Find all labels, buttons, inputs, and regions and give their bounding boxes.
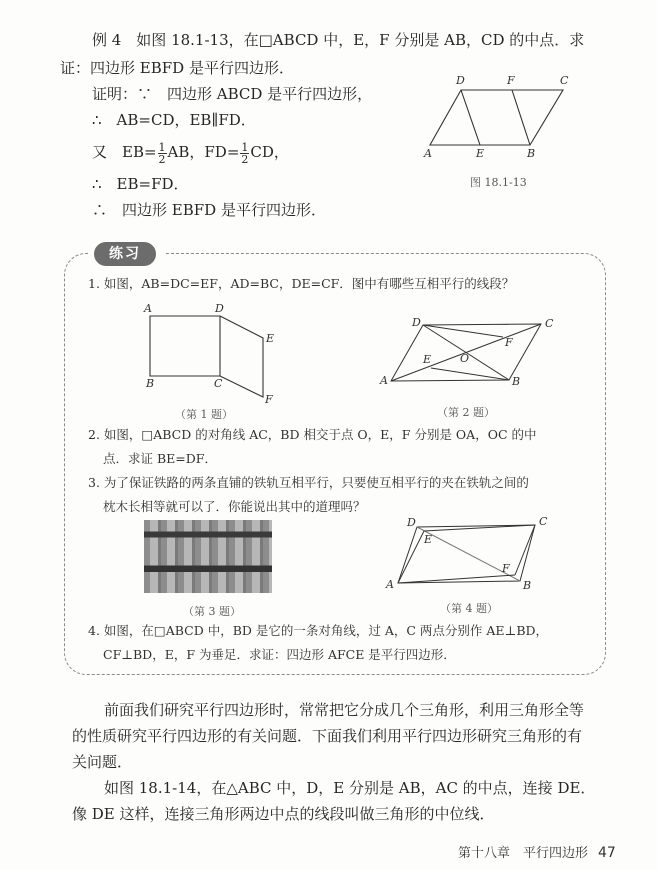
fig1-label-c: C [214,377,223,390]
fig2-caption: （第 2 题） [437,406,495,419]
body-para1-line2: 的性质研究平行四边形的有关问题．下面我们利用平行四边形研究三角形的有 [72,727,583,745]
fig1-label-d: D [215,302,224,315]
exercise-q2-line1: 2. 如图，□ABCD 的对角线 AC，BD 相交于点 O，E，F 分别是 OA，OC 的中 [88,427,537,442]
exercise-q4-line1: 4. 如图，在□ABCD 中，BD 是它的一条对角线，过 A，C 两点分别作 AE⊥BD， [88,623,549,638]
fig2-label-d: D [412,316,421,329]
exercise-q2-line2: 点．求证 BE=DF． [103,451,217,466]
fraction-numerator: 1 [241,140,249,154]
fraction-denominator: 2 [158,152,166,166]
proof-line-3-suffix: CD， [250,143,289,161]
fraction-numerator: 1 [158,140,166,154]
fig1-caption: （第 1 题） [175,408,233,421]
fig1-label-b: B [146,377,155,390]
fig1-label-f: F [265,393,273,406]
exercise-q3-line1: 3. 为了保证铁路的两条直铺的铁轨互相平行，只要使互相平行的夹在铁轨之间的 [88,475,529,490]
fig4-label-d: D [407,516,416,529]
fig4-label-c: C [539,515,548,528]
fig13-label-a: A [424,147,432,160]
exercise-q3-line2: 枕木长相等就可以了．你能说出其中的道理吗？ [103,499,366,514]
proof-line-2: ∴ AB=CD，EB∥FD． [92,111,256,129]
example-4-statement-cont: 证：四边形 EBFD 是平行四边形． [60,59,294,77]
proof-line-4: ∴ EB=FD． [92,175,189,193]
body-para2-line1: 如图 18.1-14，在△ABC 中，D，E 分别是 AB，AC 的中点，连接 DE． [104,779,596,797]
exercise-q4-line2: CF⊥BD，E，F 为垂足．求证：四边形 AFCE 是平行四边形． [103,647,456,662]
chapter-title: 第十八章 平行四边形 [458,846,589,861]
page-number: 47 [598,845,616,861]
fig3-caption: （第 3 题） [183,605,241,618]
exercise-badge: 练习 [94,242,156,266]
fig1-label-e: E [266,332,275,345]
fig13-label-d: D [456,74,465,87]
proof-line-1: 证明：∵ 四边形 ABCD 是平行四边形， [92,85,373,103]
fig13-label-c: C [560,74,569,87]
body-para1-line1: 前面我们研究平行四边形时，常常把它分成几个三角形，利用三角形全等 [104,701,585,719]
figure-caption-18-1-13: 图 18.1-13 [470,176,527,189]
body-para2-line2: 像 DE 这样，连接三角形两边中点的线段叫做三角形的中位线． [72,805,495,823]
fig13-label-f: F [507,74,515,87]
fig4-caption: （第 4 题） [440,602,498,615]
fig2-label-c: C [545,317,554,330]
proof-line-3-mid: AB，FD= [167,143,240,161]
fig4-label-f: F [502,562,510,575]
proof-line-5: ∴ 四边形 EBFD 是平行四边形． [92,201,326,219]
fig13-label-b: B [527,147,536,160]
fig4-label-b: B [523,579,532,592]
exercise-q1: 1. 如图，AB=DC=EF，AD=BC，DE=CF．图中有哪些互相平行的线段？ [88,276,515,291]
example-4-heading: 例 4 如图 18.1-13，在□ABCD 中，E，F 分别是 AB，CD 的中点．求 [92,31,585,49]
fig2-label-a: A [380,374,388,387]
proof-line-3-prefix: 又 EB= [92,143,157,161]
fig2-label-o: O [460,352,470,365]
fig2-label-e: E [423,353,432,366]
fig2-label-b: B [512,375,521,388]
body-para1-line3: 关问题． [72,753,133,771]
fig1-label-a: A [144,302,152,315]
page-footer [458,842,616,861]
fig2-label-f: F [505,336,513,349]
fig4-label-a: A [386,578,394,591]
fraction-denominator: 2 [241,152,249,166]
fig13-label-e: E [476,147,485,160]
fig4-label-e: E [424,533,433,546]
